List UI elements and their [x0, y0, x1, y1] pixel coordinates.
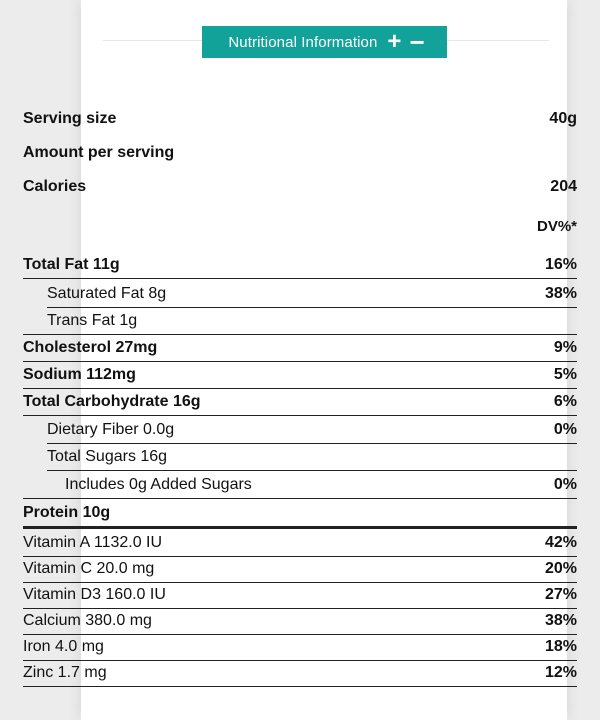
nutrition-title: Nutritional Information	[228, 33, 378, 51]
dv-header-row	[23, 215, 577, 237]
nutrient-row	[23, 502, 577, 524]
nutrient-dv: 0%	[553, 421, 577, 438]
nutrient-row	[23, 474, 577, 496]
vitamin-row	[23, 662, 577, 684]
divider	[23, 582, 577, 583]
nutrient-dv: 9%	[553, 339, 577, 356]
nutrient-name: Saturated Fat 8g	[47, 285, 167, 302]
divider	[23, 334, 577, 335]
divider	[47, 307, 577, 308]
nutrient-dv: 5%	[553, 366, 577, 383]
nutrient-name: Total Fat 11g	[23, 256, 120, 273]
nutrient-name: Trans Fat 1g	[47, 312, 138, 329]
amount-per-serving-row	[23, 142, 577, 164]
vitamin-dv: 27%	[544, 586, 577, 603]
nutrient-name: Cholesterol 27mg	[23, 339, 158, 356]
divider	[23, 634, 577, 635]
divider	[23, 686, 577, 687]
divider	[47, 470, 577, 471]
nutrient-name: Total Carbohydrate 16g	[23, 393, 201, 410]
vitamin-row	[23, 636, 577, 658]
divider	[23, 278, 577, 279]
nutrient-dv: 0%	[553, 476, 577, 493]
divider	[23, 415, 577, 416]
serving-size-value: 40g	[549, 110, 577, 127]
nutrient-name: Includes 0g Added Sugars	[65, 476, 252, 493]
nutrient-name: Total Sugars 16g	[47, 448, 168, 465]
amount-per-serving-label: Amount per serving	[23, 144, 175, 161]
dv-header: DV%*	[536, 217, 577, 235]
nutrient-row	[23, 337, 577, 359]
nutrient-row	[23, 283, 577, 305]
vitamin-row	[23, 532, 577, 554]
divider	[23, 660, 577, 661]
minus-icon[interactable]: −	[409, 27, 425, 57]
divider	[47, 443, 577, 444]
vitamin-name: Vitamin A 1132.0 IU	[23, 534, 163, 551]
vitamin-row	[23, 610, 577, 632]
calories-label: Calories	[23, 178, 87, 195]
divider	[23, 498, 577, 499]
nutrient-dv: 16%	[544, 256, 577, 273]
vitamin-name: Calcium 380.0 mg	[23, 612, 152, 629]
vitamin-name: Iron 4.0 mg	[23, 638, 104, 655]
vitamin-name: Vitamin C 20.0 mg	[23, 560, 155, 577]
vitamin-dv: 12%	[544, 664, 577, 681]
nutrient-name: Sodium 112mg	[23, 366, 136, 383]
calories-value: 204	[550, 178, 577, 195]
nutrient-row	[23, 364, 577, 386]
nutrient-row	[23, 254, 577, 276]
nutrient-name: Dietary Fiber 0.0g	[47, 421, 175, 438]
vitamin-name: Zinc 1.7 mg	[23, 664, 107, 681]
vitamin-dv: 42%	[544, 534, 577, 551]
nutrient-row	[23, 446, 577, 468]
nutrient-row	[23, 310, 577, 332]
nutrient-row	[23, 391, 577, 413]
calories-row	[23, 176, 577, 198]
divider	[23, 608, 577, 609]
vitamin-dv: 18%	[544, 638, 577, 655]
serving-size-row	[23, 108, 577, 130]
vitamin-dv: 38%	[544, 612, 577, 629]
vitamin-dv: 20%	[544, 560, 577, 577]
divider	[23, 556, 577, 557]
nutrient-name: Protein 10g	[23, 504, 111, 521]
nutrient-row	[23, 419, 577, 441]
divider	[23, 526, 577, 529]
vitamin-row	[23, 558, 577, 580]
nutrition-toggle-button[interactable]	[202, 26, 447, 58]
vitamin-name: Vitamin D3 160.0 IU	[23, 586, 166, 603]
divider	[23, 361, 577, 362]
serving-size-label: Serving size	[23, 110, 117, 127]
nutrient-dv: 6%	[553, 393, 577, 410]
vitamin-row	[23, 584, 577, 606]
nutrient-dv: 38%	[544, 285, 577, 302]
divider	[23, 388, 577, 389]
plus-icon[interactable]: +	[387, 28, 402, 55]
